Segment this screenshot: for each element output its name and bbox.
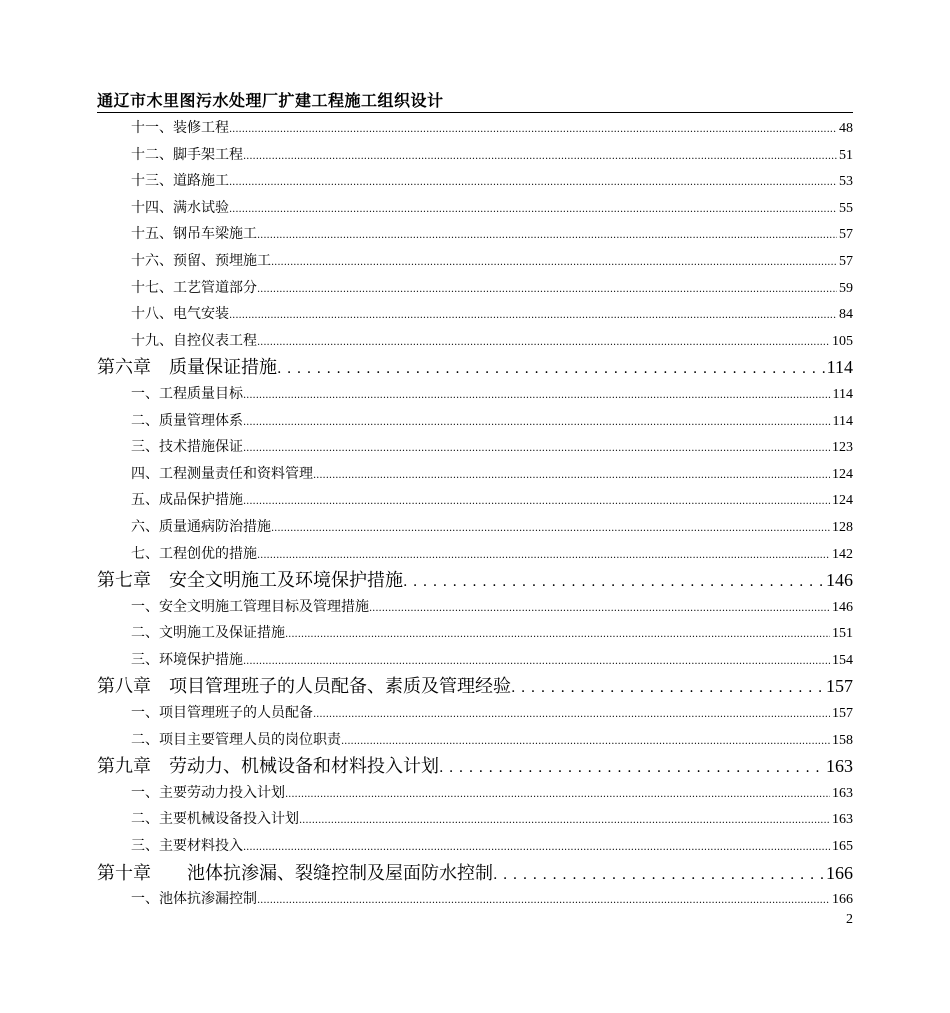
dot-leader xyxy=(243,647,830,674)
page-header xyxy=(97,88,853,113)
dot-leader xyxy=(285,620,830,647)
toc-entry-page-number: 59 xyxy=(839,280,853,296)
dot-leader xyxy=(271,514,830,541)
toc-section-entry[interactable] xyxy=(97,168,853,195)
toc-section-entry[interactable] xyxy=(97,727,853,754)
toc-entry-label: 一、池体抗渗漏控制 xyxy=(131,891,257,908)
toc-entry-page-number: 157 xyxy=(826,676,853,697)
toc-section-entry[interactable] xyxy=(97,541,853,568)
toc-section-entry[interactable] xyxy=(97,275,853,302)
toc-section-entry[interactable] xyxy=(97,700,853,727)
toc-entry-label: 第七章 安全文明施工及环境保护措施 xyxy=(97,570,403,592)
toc-entry-page-number: 158 xyxy=(832,732,853,748)
dot-leader xyxy=(229,115,837,142)
toc-section-entry[interactable] xyxy=(97,620,853,647)
toc-entry-page-number: 163 xyxy=(832,785,853,801)
toc-section-entry[interactable] xyxy=(97,115,853,142)
table-of-contents xyxy=(97,115,853,913)
toc-section-entry[interactable] xyxy=(97,886,853,913)
toc-entry-page-number: 124 xyxy=(832,493,853,509)
toc-entry-page-number: 166 xyxy=(832,892,853,908)
toc-entry-label: 十三、道路施工 xyxy=(131,173,229,190)
toc-entry-label: 第六章 质量保证措施 xyxy=(97,357,277,379)
toc-entry-label: 五、成品保护措施 xyxy=(131,492,243,509)
dot-leader xyxy=(257,541,830,568)
toc-entry-label: 二、项目主要管理人员的岗位职责 xyxy=(131,731,341,748)
toc-entry-label: 四、工程测量责任和资料管理 xyxy=(131,465,313,482)
toc-section-entry[interactable] xyxy=(97,806,853,833)
toc-chapter-entry[interactable] xyxy=(97,354,853,381)
toc-entry-page-number: 57 xyxy=(839,253,853,269)
toc-entry-label: 十四、满水试验 xyxy=(131,199,229,216)
dot-leader xyxy=(257,275,837,302)
toc-entry-label: 二、文明施工及保证措施 xyxy=(131,625,285,642)
dot-leader xyxy=(277,355,825,381)
toc-section-entry[interactable] xyxy=(97,594,853,621)
toc-entry-label: 十九、自控仪表工程 xyxy=(131,332,257,349)
toc-entry-label: 一、主要劳动力投入计划 xyxy=(131,784,285,801)
toc-entry-page-number: 53 xyxy=(839,174,853,190)
toc-chapter-entry[interactable] xyxy=(97,673,853,700)
dot-leader xyxy=(243,487,830,514)
toc-entry-label: 十一、装修工程 xyxy=(131,120,229,136)
toc-entry-page-number: 165 xyxy=(832,839,853,855)
toc-chapter-entry[interactable] xyxy=(97,860,853,887)
toc-entry-page-number: 84 xyxy=(839,307,853,323)
toc-chapter-entry[interactable] xyxy=(97,753,853,780)
dot-leader xyxy=(403,568,824,594)
toc-entry-label: 三、环境保护措施 xyxy=(131,651,243,668)
toc-entry-label: 六、质量通病防治措施 xyxy=(131,518,271,535)
document-title: 通辽市木里图污水处理厂扩建工程施工组织设计 xyxy=(97,91,444,110)
toc-entry-label: 二、质量管理体系 xyxy=(131,412,243,429)
toc-section-entry[interactable] xyxy=(97,461,853,488)
dot-leader xyxy=(229,195,837,222)
dot-leader xyxy=(271,248,837,275)
toc-section-entry[interactable] xyxy=(97,142,853,169)
dot-leader xyxy=(257,886,830,913)
toc-entry-page-number: 157 xyxy=(832,706,853,722)
toc-entry-page-number: 163 xyxy=(832,812,853,828)
toc-entry-page-number: 151 xyxy=(832,626,853,642)
dot-leader xyxy=(439,754,824,780)
toc-entry-label: 十八、电气安装 xyxy=(131,306,229,323)
toc-entry-page-number: 142 xyxy=(832,546,853,562)
toc-section-entry[interactable] xyxy=(97,647,853,674)
page-number: 2 xyxy=(846,912,853,927)
dot-leader xyxy=(229,301,837,328)
dot-leader xyxy=(229,168,837,195)
toc-entry-label: 三、主要材料投入 xyxy=(131,838,243,855)
toc-chapter-entry[interactable] xyxy=(97,567,853,594)
dot-leader xyxy=(299,806,830,833)
toc-entry-label: 第九章 劳动力、机械设备和材料投入计划 xyxy=(97,756,439,778)
toc-entry-page-number: 146 xyxy=(832,599,853,615)
toc-entry-label: 第八章 项目管理班子的人员配备、素质及管理经验 xyxy=(97,676,511,698)
toc-section-entry[interactable] xyxy=(97,328,853,355)
dot-leader xyxy=(243,434,830,461)
dot-leader xyxy=(243,381,831,408)
toc-entry-page-number: 166 xyxy=(826,862,853,883)
toc-entry-label: 二、主要机械设备投入计划 xyxy=(131,811,299,828)
dot-leader xyxy=(313,700,830,727)
toc-section-entry[interactable] xyxy=(97,195,853,222)
toc-entry-label: 一、安全文明施工管理目标及管理措施 xyxy=(131,598,369,615)
dot-leader xyxy=(243,833,830,860)
dot-leader xyxy=(257,328,830,355)
toc-entry-page-number: 57 xyxy=(839,227,853,243)
toc-entry-page-number: 128 xyxy=(832,519,853,535)
toc-entry-label: 十七、工艺管道部分 xyxy=(131,279,257,296)
toc-entry-page-number: 48 xyxy=(839,121,853,136)
dot-leader xyxy=(493,861,824,887)
dot-leader xyxy=(341,727,830,754)
dot-leader xyxy=(369,594,830,621)
toc-entry-page-number: 163 xyxy=(826,756,853,777)
toc-section-entry[interactable] xyxy=(97,833,853,860)
toc-entry-label: 十六、预留、预埋施工 xyxy=(131,252,271,269)
toc-section-entry[interactable] xyxy=(97,487,853,514)
toc-entry-label: 十二、脚手架工程 xyxy=(131,146,243,163)
toc-entry-label: 一、项目管理班子的人员配备 xyxy=(131,705,313,722)
toc-entry-label: 七、工程创优的措施 xyxy=(131,545,257,562)
toc-entry-page-number: 114 xyxy=(832,386,853,402)
toc-entry-label: 一、工程质量目标 xyxy=(131,385,243,402)
toc-entry-page-number: 146 xyxy=(826,570,853,591)
toc-entry-label: 第十章 池体抗渗漏、裂缝控制及屋面防水控制 xyxy=(97,862,493,884)
toc-section-entry[interactable] xyxy=(97,408,853,435)
toc-entry-page-number: 123 xyxy=(832,440,853,456)
toc-entry-page-number: 105 xyxy=(832,333,853,349)
dot-leader xyxy=(257,221,837,248)
toc-section-entry[interactable] xyxy=(97,381,853,408)
toc-entry-label: 十五、钢吊车梁施工 xyxy=(131,226,257,243)
toc-section-entry[interactable] xyxy=(97,248,853,275)
toc-entry-page-number: 114 xyxy=(826,357,853,378)
dot-leader xyxy=(243,142,837,169)
dot-leader xyxy=(243,408,831,435)
toc-entry-page-number: 124 xyxy=(832,466,853,482)
toc-section-entry[interactable] xyxy=(97,434,853,461)
toc-entry-page-number: 51 xyxy=(839,147,853,163)
toc-entry-page-number: 114 xyxy=(832,413,853,429)
toc-section-entry[interactable] xyxy=(97,780,853,807)
toc-entry-page-number: 55 xyxy=(839,200,853,216)
toc-entry-label: 三、技术措施保证 xyxy=(131,439,243,456)
dot-leader xyxy=(313,461,830,488)
toc-section-entry[interactable] xyxy=(97,221,853,248)
toc-entry-page-number: 154 xyxy=(832,652,853,668)
dot-leader xyxy=(285,780,830,807)
toc-section-entry[interactable] xyxy=(97,514,853,541)
dot-leader xyxy=(511,674,824,700)
toc-section-entry[interactable] xyxy=(97,301,853,328)
